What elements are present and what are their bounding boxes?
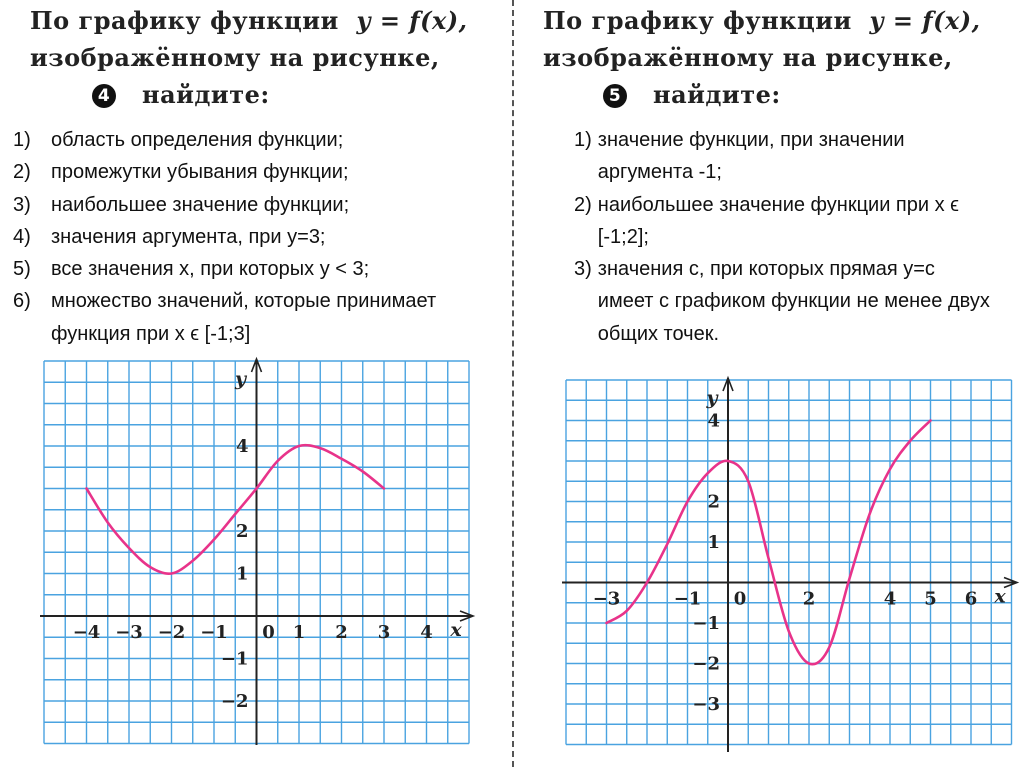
question-text: область определения функции; [51, 129, 344, 151]
x-tick-label: 5 [924, 588, 937, 610]
question-number: 3) [574, 258, 592, 281]
task-number-badge: 5 [603, 84, 627, 108]
x-tick-label: 2 [802, 588, 816, 610]
question-text: значение функции, при значении аргумента -1; [597, 129, 905, 184]
y-tick-label: −2 [692, 653, 720, 675]
heading-find: найдите: [142, 80, 270, 109]
x-tick-label: 4 [420, 622, 433, 643]
x-axis-label: x [450, 619, 462, 641]
question-number: 1) [13, 129, 31, 151]
question-text: значения аргумента, при y=3; [51, 225, 326, 248]
question-item [13, 221, 453, 253]
x-tick-label: 6 [964, 588, 978, 610]
x-tick-label: 1 [292, 622, 306, 643]
question-item [574, 253, 994, 350]
heading-line-3 [543, 76, 981, 113]
x-tick-label: 0 [733, 588, 747, 610]
question-list [13, 124, 453, 350]
y-tick-label: 4 [707, 410, 720, 432]
y-tick-label: −3 [692, 694, 720, 715]
task-number-badge: 4 [92, 84, 116, 108]
chart-right [560, 374, 1022, 754]
y-tick-label: −1 [692, 613, 720, 634]
question-number: 2) [574, 193, 592, 216]
question-text: промежутки убывания функции; [51, 161, 349, 184]
x-tick-label: −4 [72, 622, 101, 643]
x-tick-label: 4 [883, 588, 897, 610]
x-tick-label: −2 [157, 622, 186, 643]
heading-line-1 [543, 2, 981, 39]
x-axis-label: x [994, 585, 1006, 608]
question-number: 1) [574, 129, 592, 151]
y-tick-label: −2 [220, 691, 249, 712]
heading-line-2: изображённому на рисунке, [30, 43, 440, 72]
question-text: все значения x, при которых y < 3; [51, 258, 370, 281]
function-formula: y = f(x), [356, 6, 468, 35]
x-tick-label: −3 [592, 588, 621, 610]
divider [512, 0, 514, 767]
question-item [13, 189, 453, 221]
y-tick-label: 4 [235, 436, 249, 457]
left-panel [0, 0, 511, 767]
heading-line-3 [30, 76, 468, 113]
y-tick-label: −1 [220, 648, 249, 670]
x-tick-label: 0 [262, 622, 275, 643]
question-text: наибольшее значение функции; [51, 193, 350, 216]
heading-prefix: По графику функции [30, 6, 339, 35]
x-tick-label: −3 [115, 622, 143, 643]
heading-find: найдите: [653, 80, 781, 109]
y-axis-label: y [234, 368, 247, 390]
heading-prefix: По графику функции [543, 6, 852, 35]
question-text: наибольшее значение функции при x ϵ [-1;2]; [597, 193, 960, 248]
y-tick-label: 2 [235, 521, 249, 542]
y-axis-label: y [706, 387, 718, 409]
question-item [13, 124, 453, 156]
heading-line-2: изображённому на рисунке, [543, 43, 953, 72]
question-text: значения c, при которых прямая y=c имеет с графиком функции не менее двух общих точек. [597, 258, 990, 345]
heading-line-1 [30, 2, 468, 39]
task-heading [30, 2, 468, 113]
question-item [574, 189, 994, 254]
x-tick-label: 2 [335, 622, 348, 643]
y-tick-label: 1 [235, 563, 249, 585]
x-tick-label: 3 [377, 622, 391, 643]
question-number: 2) [13, 161, 31, 184]
question-item [13, 156, 453, 188]
x-tick-label: −1 [200, 622, 228, 643]
question-list [574, 124, 994, 350]
question-text: множество значений, которые принимает функция при x ϵ [-1;3] [51, 290, 437, 345]
question-item [574, 124, 994, 189]
question-item [13, 285, 453, 350]
question-number: 3) [13, 193, 31, 216]
question-number: 6) [13, 290, 31, 313]
question-number: 4) [13, 225, 31, 248]
right-panel [516, 0, 1024, 767]
chart-left [38, 355, 478, 747]
function-formula: y = f(x), [869, 6, 981, 35]
question-number: 5) [13, 258, 31, 281]
y-tick-label: 1 [707, 532, 720, 553]
x-tick-label: −1 [673, 588, 702, 610]
question-item [13, 253, 453, 285]
task-heading [543, 2, 981, 113]
y-tick-label: 2 [707, 491, 720, 513]
